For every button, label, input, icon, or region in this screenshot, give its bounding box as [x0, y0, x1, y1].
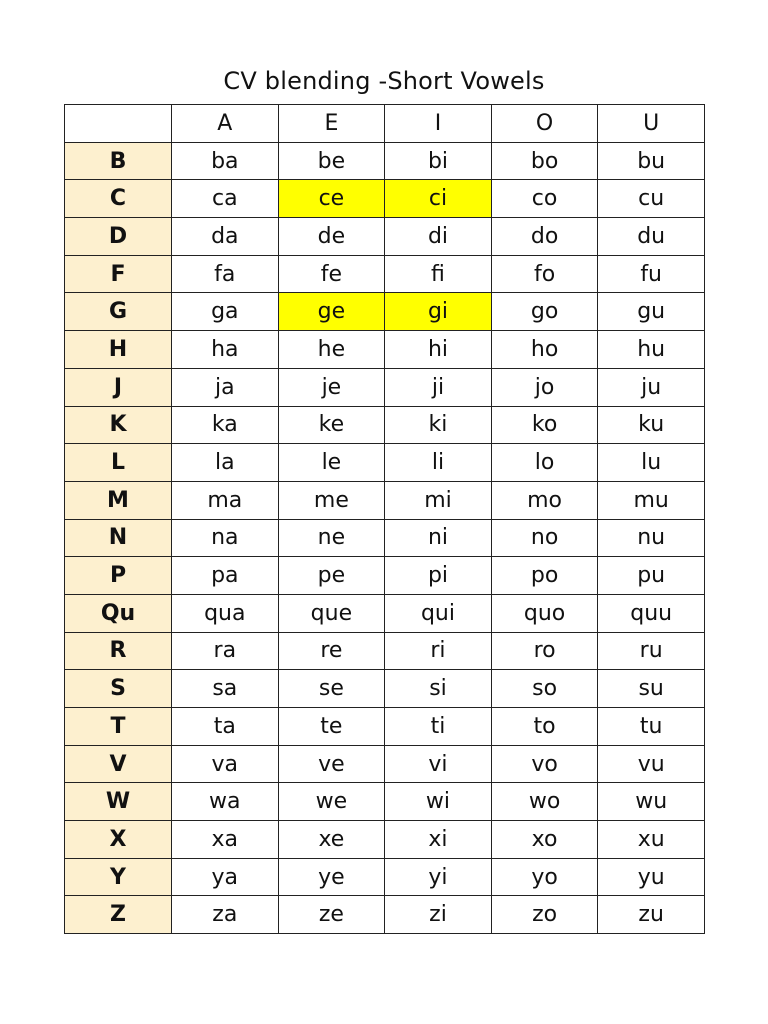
highlighted-syllable-cell: gi	[385, 293, 492, 331]
syllable-cell: ze	[278, 896, 385, 934]
table-row	[65, 406, 705, 444]
syllable-cell: ya	[172, 858, 279, 896]
syllable-cell: quo	[491, 594, 598, 632]
syllable-cell: mi	[385, 481, 492, 519]
syllable-cell: ve	[278, 745, 385, 783]
syllable-cell: ta	[172, 708, 279, 746]
syllable-cell: ba	[172, 142, 279, 180]
consonant-label: M	[65, 481, 172, 519]
table-row	[65, 218, 705, 256]
consonant-label: C	[65, 180, 172, 218]
table-row	[65, 594, 705, 632]
syllable-cell: ha	[172, 331, 279, 369]
table-row	[65, 293, 705, 331]
syllable-cell: yu	[598, 858, 705, 896]
table-row	[65, 821, 705, 859]
consonant-label: V	[65, 745, 172, 783]
table-row	[65, 255, 705, 293]
syllable-cell: xe	[278, 821, 385, 859]
syllable-cell: ju	[598, 368, 705, 406]
syllable-cell: ro	[491, 632, 598, 670]
syllable-cell: ke	[278, 406, 385, 444]
syllable-cell: ye	[278, 858, 385, 896]
page-title: CV blending -Short Vowels	[223, 67, 545, 95]
syllable-cell: po	[491, 557, 598, 595]
syllable-cell: ni	[385, 519, 492, 557]
syllable-cell: zi	[385, 896, 492, 934]
highlighted-syllable-cell: ce	[278, 180, 385, 218]
consonant-label: G	[65, 293, 172, 331]
table-row	[65, 557, 705, 595]
consonant-label: N	[65, 519, 172, 557]
syllable-cell: he	[278, 331, 385, 369]
syllable-cell: wi	[385, 783, 492, 821]
syllable-cell: mu	[598, 481, 705, 519]
vowel-header-row	[65, 105, 705, 143]
syllable-cell: xu	[598, 821, 705, 859]
vowel-header: O	[491, 105, 598, 143]
syllable-cell: xo	[491, 821, 598, 859]
syllable-cell: la	[172, 444, 279, 482]
syllable-cell: le	[278, 444, 385, 482]
syllable-cell: qua	[172, 594, 279, 632]
syllable-cell: pe	[278, 557, 385, 595]
syllable-cell: ri	[385, 632, 492, 670]
syllable-cell: pu	[598, 557, 705, 595]
syllable-cell: za	[172, 896, 279, 934]
syllable-cell: co	[491, 180, 598, 218]
cv-blending-table	[64, 104, 705, 934]
syllable-cell: so	[491, 670, 598, 708]
syllable-cell: de	[278, 218, 385, 256]
table-row	[65, 783, 705, 821]
syllable-cell: wa	[172, 783, 279, 821]
syllable-cell: ra	[172, 632, 279, 670]
vowel-header: A	[172, 105, 279, 143]
syllable-cell: quu	[598, 594, 705, 632]
consonant-label: Qu	[65, 594, 172, 632]
syllable-cell: na	[172, 519, 279, 557]
table-row	[65, 708, 705, 746]
syllable-cell: tu	[598, 708, 705, 746]
consonant-label: Z	[65, 896, 172, 934]
syllable-cell: jo	[491, 368, 598, 406]
table-row	[65, 481, 705, 519]
syllable-cell: qui	[385, 594, 492, 632]
table-row	[65, 632, 705, 670]
syllable-cell: nu	[598, 519, 705, 557]
table-row	[65, 142, 705, 180]
table-row	[65, 368, 705, 406]
syllable-cell: ti	[385, 708, 492, 746]
syllable-cell: li	[385, 444, 492, 482]
vowel-header: I	[385, 105, 492, 143]
syllable-cell: do	[491, 218, 598, 256]
consonant-label: F	[65, 255, 172, 293]
syllable-cell: re	[278, 632, 385, 670]
syllable-cell: ho	[491, 331, 598, 369]
consonant-label: W	[65, 783, 172, 821]
syllable-cell: su	[598, 670, 705, 708]
syllable-cell: go	[491, 293, 598, 331]
table-row	[65, 745, 705, 783]
syllable-cell: ja	[172, 368, 279, 406]
consonant-label: T	[65, 708, 172, 746]
consonant-label: S	[65, 670, 172, 708]
highlighted-syllable-cell: ge	[278, 293, 385, 331]
syllable-cell: da	[172, 218, 279, 256]
syllable-cell: fe	[278, 255, 385, 293]
table-row	[65, 670, 705, 708]
corner-cell	[65, 105, 172, 143]
syllable-cell: gu	[598, 293, 705, 331]
syllable-cell: no	[491, 519, 598, 557]
syllable-cell: du	[598, 218, 705, 256]
syllable-cell: wo	[491, 783, 598, 821]
consonant-label: X	[65, 821, 172, 859]
syllable-cell: ca	[172, 180, 279, 218]
syllable-cell: ru	[598, 632, 705, 670]
syllable-cell: ko	[491, 406, 598, 444]
syllable-cell: be	[278, 142, 385, 180]
syllable-cell: bo	[491, 142, 598, 180]
table-body	[65, 142, 705, 933]
vowel-header: E	[278, 105, 385, 143]
syllable-cell: fu	[598, 255, 705, 293]
syllable-cell: me	[278, 481, 385, 519]
consonant-label: R	[65, 632, 172, 670]
consonant-label: Y	[65, 858, 172, 896]
syllable-cell: lu	[598, 444, 705, 482]
syllable-cell: te	[278, 708, 385, 746]
syllable-cell: ne	[278, 519, 385, 557]
syllable-cell: si	[385, 670, 492, 708]
syllable-cell: pa	[172, 557, 279, 595]
consonant-label: P	[65, 557, 172, 595]
table-row	[65, 519, 705, 557]
table-row	[65, 180, 705, 218]
table-row	[65, 896, 705, 934]
consonant-label: B	[65, 142, 172, 180]
syllable-cell: xa	[172, 821, 279, 859]
syllable-cell: fi	[385, 255, 492, 293]
syllable-cell: sa	[172, 670, 279, 708]
syllable-cell: ku	[598, 406, 705, 444]
syllable-cell: yi	[385, 858, 492, 896]
syllable-cell: lo	[491, 444, 598, 482]
syllable-cell: ki	[385, 406, 492, 444]
syllable-cell: je	[278, 368, 385, 406]
syllable-cell: to	[491, 708, 598, 746]
syllable-cell: mo	[491, 481, 598, 519]
syllable-cell: hi	[385, 331, 492, 369]
syllable-cell: ji	[385, 368, 492, 406]
syllable-cell: que	[278, 594, 385, 632]
syllable-cell: bi	[385, 142, 492, 180]
syllable-cell: cu	[598, 180, 705, 218]
syllable-cell: ga	[172, 293, 279, 331]
syllable-cell: vi	[385, 745, 492, 783]
consonant-label: D	[65, 218, 172, 256]
syllable-cell: fo	[491, 255, 598, 293]
syllable-cell: se	[278, 670, 385, 708]
syllable-cell: wu	[598, 783, 705, 821]
table-row	[65, 331, 705, 369]
syllable-cell: bu	[598, 142, 705, 180]
syllable-cell: ka	[172, 406, 279, 444]
consonant-label: L	[65, 444, 172, 482]
table-row	[65, 858, 705, 896]
syllable-cell: pi	[385, 557, 492, 595]
syllable-cell: va	[172, 745, 279, 783]
syllable-cell: we	[278, 783, 385, 821]
syllable-cell: yo	[491, 858, 598, 896]
syllable-cell: hu	[598, 331, 705, 369]
syllable-cell: vo	[491, 745, 598, 783]
syllable-cell: xi	[385, 821, 492, 859]
syllable-cell: zo	[491, 896, 598, 934]
consonant-label: K	[65, 406, 172, 444]
consonant-label: H	[65, 331, 172, 369]
consonant-label: J	[65, 368, 172, 406]
syllable-cell: zu	[598, 896, 705, 934]
highlighted-syllable-cell: ci	[385, 180, 492, 218]
syllable-cell: vu	[598, 745, 705, 783]
syllable-cell: fa	[172, 255, 279, 293]
syllable-cell: ma	[172, 481, 279, 519]
table-row	[65, 444, 705, 482]
vowel-header: U	[598, 105, 705, 143]
syllable-cell: di	[385, 218, 492, 256]
